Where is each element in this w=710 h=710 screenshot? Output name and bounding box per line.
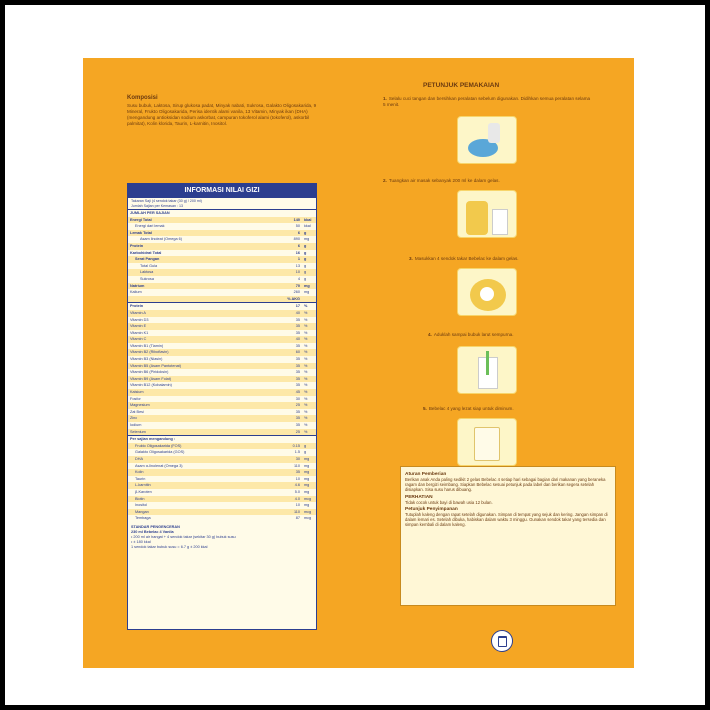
nutrient-value: 35 bbox=[280, 415, 302, 422]
nutrient-name: Vitamin B2 (Riboflavin) bbox=[128, 349, 280, 356]
nutrient-unit: g bbox=[304, 263, 307, 268]
serving-info bbox=[128, 198, 316, 210]
nutrient-unit: mg bbox=[304, 503, 310, 508]
nutrient-value: 140 bbox=[280, 217, 302, 224]
nutrition-row bbox=[128, 456, 316, 463]
nutrition-row bbox=[128, 210, 316, 217]
nutrient-value: 35 bbox=[295, 383, 300, 388]
nutrient-value: 30 bbox=[295, 396, 300, 401]
nutrient-name: Fosfor bbox=[130, 396, 141, 401]
nutrient-name: Kalsium bbox=[128, 389, 280, 396]
step-5 bbox=[423, 406, 633, 412]
nutrition-row bbox=[128, 415, 316, 422]
nutrient-value: 0.15 bbox=[280, 443, 302, 450]
usage-instructions-title: PETUNJUK PEMAKAIAN bbox=[423, 82, 500, 89]
nutrition-row bbox=[128, 489, 316, 496]
nutrient-value: 70 bbox=[280, 283, 302, 290]
step-1-illustration bbox=[457, 116, 517, 164]
nutrient-unit: % bbox=[302, 323, 316, 330]
nutrient-name: DHA bbox=[128, 456, 280, 463]
nutrient-name bbox=[128, 296, 280, 303]
nutrition-row bbox=[128, 323, 316, 330]
nutrient-name: Selenium bbox=[128, 429, 280, 436]
nutrient-unit bbox=[302, 210, 316, 217]
dilution-line-2: • ± 180 kkal bbox=[131, 539, 151, 544]
dilution-subtitle: 230 ml Bebelac 4 Vanila bbox=[131, 529, 174, 534]
nutrient-name: Vitamin D3 bbox=[130, 317, 149, 322]
nutrient-value: 6 bbox=[280, 230, 302, 237]
nutrition-row bbox=[128, 310, 316, 317]
nutrient-value: 25 bbox=[280, 429, 302, 436]
dilution-standard bbox=[128, 522, 316, 553]
nutrient-name: Zinc bbox=[128, 415, 280, 422]
step-number: 5. bbox=[423, 406, 427, 411]
nutrient-name: Taurin bbox=[135, 476, 146, 481]
nutrition-row bbox=[128, 283, 316, 290]
nutrition-row bbox=[128, 509, 316, 516]
nutrient-unit: % bbox=[302, 402, 316, 409]
nutrient-unit: % bbox=[304, 317, 308, 322]
step-3-illustration bbox=[457, 268, 517, 316]
servings-per-pack: Jumlah Sajian per Kemasan : 13 bbox=[131, 203, 183, 208]
nutrient-value: 40 bbox=[280, 336, 302, 343]
nutrient-unit: mg bbox=[304, 476, 310, 481]
step-3 bbox=[409, 256, 619, 262]
nutrient-unit: % bbox=[304, 370, 308, 375]
nutrient-unit: g bbox=[302, 230, 316, 237]
nutrition-row bbox=[128, 256, 316, 263]
nutrient-value: 35 bbox=[295, 409, 300, 414]
nutrient-value: 35 bbox=[295, 343, 300, 348]
nutrition-row bbox=[128, 476, 316, 483]
nutrition-row bbox=[128, 443, 316, 450]
step-number: 4. bbox=[428, 332, 432, 337]
nutrient-unit: g bbox=[302, 443, 316, 450]
nutrient-value: 890 bbox=[293, 237, 300, 242]
nutrition-row bbox=[128, 429, 316, 436]
nutrient-value: 260 bbox=[293, 290, 300, 295]
nutrient-name: Sukrosa bbox=[140, 276, 154, 281]
nutrient-value: 35 bbox=[295, 330, 300, 335]
nutrient-name: Natrium bbox=[128, 283, 280, 290]
nutrient-unit: % bbox=[304, 396, 308, 401]
step-4-illustration bbox=[457, 346, 517, 394]
nutrient-name: Zat Besi bbox=[130, 409, 144, 414]
nutrient-name: Vitamin B5 (Asam Pantotenat) bbox=[128, 363, 280, 370]
nutrient-value: 13 bbox=[295, 263, 300, 268]
nutrient-unit: mcg bbox=[302, 496, 316, 503]
step-1 bbox=[383, 96, 593, 107]
dilution-line-1: • 200 ml air hangat + 4 sendok takar (sekitar 30 g) bubuk susu bbox=[131, 534, 236, 539]
nutrient-name: Mangan bbox=[128, 509, 280, 516]
nutrient-value: 17 bbox=[280, 303, 302, 310]
nutrition-row bbox=[128, 289, 316, 296]
spoon-icon bbox=[486, 351, 489, 375]
nutrient-value: 35 bbox=[280, 469, 302, 476]
nutrient-name: Vitamin B3 (Niasin) bbox=[130, 357, 163, 362]
nutrition-row bbox=[128, 469, 316, 476]
nutrient-name: Protein bbox=[128, 243, 280, 250]
nutrient-value: 6 bbox=[280, 243, 302, 250]
step-number: 2. bbox=[383, 178, 387, 183]
nutrient-unit: mcg bbox=[302, 509, 316, 516]
nutrient-unit: mg bbox=[304, 290, 310, 295]
nutrition-row bbox=[128, 230, 316, 237]
trash-bin-icon bbox=[491, 630, 513, 652]
step-text: Tuangkan air masak sebanyak 200 ml ke dalam gelas. bbox=[388, 178, 500, 183]
nutrient-name: Per sajian mengandung : bbox=[128, 436, 280, 443]
nutrient-value bbox=[280, 436, 302, 443]
nutrient-value: 35 bbox=[295, 357, 300, 362]
nutrition-facts-table bbox=[127, 183, 317, 630]
nutrient-value: 25 bbox=[280, 402, 302, 409]
nutrient-value: 30 bbox=[280, 456, 302, 463]
nutrient-name: Energi dari lemak bbox=[135, 224, 165, 229]
nutrition-row bbox=[128, 402, 316, 409]
nutrient-unit: mg bbox=[302, 283, 316, 290]
nutrition-row bbox=[128, 356, 316, 363]
nutrition-row bbox=[128, 369, 316, 376]
nutrient-unit: % bbox=[302, 389, 316, 396]
step-5-illustration bbox=[457, 418, 517, 466]
nutrient-unit: mg bbox=[304, 463, 310, 468]
nutrient-name: JUMLAH PER SAJIAN bbox=[130, 211, 170, 215]
nutrient-unit: kkal bbox=[302, 217, 316, 224]
aturan-text: Berikan anak Anda paling sedikit 2 gelas Bebelac 4 setiap hari sebagai bagian dari makanan yang beraneka ragam dan bergizi seimbang. Siapkan Bebelac sesuai petunjuk pada label dan berikan segera setelah disiapkan. Sisa susu harus dibuang. bbox=[405, 477, 606, 493]
nutrition-row bbox=[128, 250, 316, 257]
step-4 bbox=[428, 332, 634, 338]
nutrient-value bbox=[280, 210, 302, 217]
nutrient-unit: g bbox=[302, 243, 316, 250]
nutrient-value: 87 bbox=[295, 516, 300, 521]
nutrient-name: Kalium bbox=[130, 290, 142, 295]
nutrient-unit: % bbox=[304, 357, 308, 362]
nutrient-value: 50 bbox=[295, 224, 300, 229]
nutrient-unit: % bbox=[304, 423, 308, 427]
nutrient-value: 110 bbox=[293, 463, 300, 468]
nutrition-row bbox=[128, 296, 316, 303]
penyimpanan-text: Tutuplah kaleng dengan rapat setelah digunakan. Simpan di tempat yang sejuk dan kering. Jangan simpan di dalam lemari es. Setelah dibuka, habiskan dalam waktu 3 minggu. Gunakan sendok takar yang tersedia dan simpan kembali di dalam kaleng. bbox=[405, 511, 608, 528]
nutrition-row bbox=[128, 336, 316, 343]
packaging-back-panel bbox=[83, 58, 634, 668]
nutrient-unit: % bbox=[302, 336, 316, 343]
nutrition-row bbox=[128, 317, 316, 324]
nutrient-value: 5.0 bbox=[294, 489, 300, 494]
nutrition-row bbox=[128, 217, 316, 224]
nutrient-name: Magnesium bbox=[128, 402, 280, 409]
nutrient-name: Galakto Oligosakarida (GOS) bbox=[135, 450, 185, 455]
nutrition-facts-title: INFORMASI NILAI GIZI bbox=[128, 184, 316, 198]
nutrition-row bbox=[128, 382, 316, 389]
perhatian-title: PERHATIAN bbox=[405, 494, 433, 500]
info-box bbox=[400, 466, 616, 606]
nutrient-value: 35 bbox=[295, 423, 300, 427]
nutrition-row bbox=[128, 409, 316, 416]
nutrient-name: Vitamin B9 (Asam Folat) bbox=[128, 376, 280, 383]
nutrient-value: 16 bbox=[295, 250, 300, 255]
nutrient-name: Biotin bbox=[128, 496, 280, 503]
dilution-line-3: 1 sendok takar bubuk susu = 6.7 g ± 200 kkal bbox=[131, 544, 208, 549]
nutrient-value: 1 bbox=[280, 256, 302, 263]
nutrition-rows bbox=[128, 210, 316, 522]
nutrition-row bbox=[128, 303, 316, 310]
nutrition-row bbox=[128, 449, 316, 456]
nutrient-value: 4 bbox=[297, 276, 300, 281]
aturan-title: Aturan Pemberian bbox=[405, 472, 447, 477]
nutrient-unit: % bbox=[304, 343, 308, 348]
nutrient-value: 110 bbox=[280, 509, 302, 516]
trash-can-shape bbox=[498, 636, 507, 647]
nutrient-name: Serat Pangan bbox=[128, 256, 280, 263]
nutrient-unit: % bbox=[304, 330, 308, 335]
nutrient-unit: % bbox=[304, 383, 308, 388]
nutrient-unit bbox=[302, 436, 316, 443]
image-frame bbox=[5, 5, 705, 705]
nutrition-row bbox=[128, 396, 316, 403]
nutrient-unit: % bbox=[302, 363, 316, 370]
nutrition-row bbox=[128, 223, 316, 230]
step-text: Aduklah sampai bubuk larut sempurna. bbox=[433, 332, 514, 337]
nutrient-unit: g bbox=[302, 256, 316, 263]
nutrient-unit: g bbox=[302, 269, 316, 276]
nutrition-row bbox=[128, 389, 316, 396]
step-text: Masukkan 4 sendok takar Bebelac ke dalam gelas. bbox=[414, 256, 519, 261]
perhatian-text: Tidak cocok untuk bayi di bawah usia 12 bulan. bbox=[405, 499, 493, 505]
nutrient-name: Vitamin B6 (Piridoksin) bbox=[130, 370, 169, 375]
nutrient-value: 1.5 bbox=[294, 450, 300, 455]
nutrient-unit: % bbox=[304, 409, 308, 414]
nutrient-name: L-karnitin bbox=[128, 482, 280, 489]
nutrition-row bbox=[128, 482, 316, 489]
nutrition-row bbox=[128, 502, 316, 509]
nutrient-unit: % bbox=[302, 349, 316, 356]
nutrient-unit: g bbox=[304, 450, 307, 455]
step-2 bbox=[383, 178, 593, 184]
nutrient-name: Inositol bbox=[135, 503, 148, 508]
nutrition-row bbox=[128, 330, 316, 337]
nutrient-unit: mg bbox=[304, 237, 310, 242]
nutrient-name: Total Gula bbox=[140, 263, 158, 268]
nutrient-unit: % bbox=[302, 415, 316, 422]
nutrient-value: 35 bbox=[295, 370, 300, 375]
dilution-title: STANDAR PENGENCERAN bbox=[131, 524, 180, 529]
nutrient-name: Lemak Total bbox=[128, 230, 280, 237]
nutrient-unit: mcg bbox=[304, 516, 312, 521]
nutrient-name: Kolin bbox=[128, 469, 280, 476]
nutrition-row bbox=[128, 463, 316, 470]
nutrient-unit bbox=[302, 296, 316, 303]
step-text: Selalu cuci tangan dan bersihkan peralatan sebelum digunakan. Didihkan semua peralatan selama 5 menit. bbox=[383, 96, 591, 107]
step-number: 1. bbox=[383, 96, 387, 101]
nutrient-name: Karbohidrat Total bbox=[130, 250, 162, 255]
nutrient-unit: mg bbox=[302, 469, 316, 476]
nutrient-unit: % bbox=[302, 303, 316, 310]
nutrient-value: 35 bbox=[280, 376, 302, 383]
nutrient-unit: mg bbox=[302, 482, 316, 489]
nutrient-value: 10 bbox=[295, 476, 300, 481]
nutrient-unit: g bbox=[304, 250, 307, 255]
nutrient-value: 35 bbox=[280, 363, 302, 370]
nutrient-value: 40 bbox=[280, 310, 302, 317]
nutrient-name: Vitamin C bbox=[128, 336, 280, 343]
milk-glass-icon bbox=[474, 427, 500, 461]
step-2-illustration bbox=[457, 190, 517, 238]
nutrient-value: 10 bbox=[280, 269, 302, 276]
nutrient-unit: % bbox=[302, 429, 316, 436]
nutrition-row bbox=[128, 276, 316, 283]
nutrient-name: Tembaga bbox=[135, 516, 151, 521]
nutrition-row bbox=[128, 436, 316, 443]
nutrient-name: Energi Total bbox=[128, 217, 280, 224]
nutrient-name: Laktosa bbox=[128, 269, 280, 276]
nutrient-unit: % bbox=[302, 310, 316, 317]
nutrition-row bbox=[128, 236, 316, 243]
glass-icon bbox=[492, 209, 508, 235]
nutrient-unit: mg bbox=[302, 456, 316, 463]
nutrient-value: 4.6 bbox=[280, 482, 302, 489]
nutrition-row bbox=[128, 263, 316, 270]
nutrient-value: 10 bbox=[295, 503, 300, 508]
nutrient-value: 60 bbox=[280, 349, 302, 356]
nutrient-name: Asam linoleat (Omega 6) bbox=[140, 237, 182, 242]
nutrition-row bbox=[128, 343, 316, 350]
komposisi-title: Komposisi bbox=[127, 95, 158, 101]
nutrition-row bbox=[128, 269, 316, 276]
nutrient-name: Protein bbox=[128, 303, 280, 310]
scoop-icon bbox=[480, 287, 494, 301]
nutrient-value: 35 bbox=[295, 317, 300, 322]
nutrient-value: 45 bbox=[280, 389, 302, 396]
nutrient-unit: mg bbox=[304, 489, 310, 494]
nutrition-row bbox=[128, 376, 316, 383]
nutrient-name: Asam α-linolenat (Omega 3) bbox=[135, 463, 183, 468]
bottle-icon bbox=[488, 123, 500, 143]
nutrition-row bbox=[128, 363, 316, 370]
nutrient-unit: g bbox=[304, 276, 307, 281]
nutrient-name: β-Karoten bbox=[135, 489, 152, 494]
nutrient-name: Vitamin B1 (Tiamin) bbox=[130, 343, 164, 348]
nutrient-value: 35 bbox=[280, 323, 302, 330]
nutrient-value: 4.0 bbox=[280, 496, 302, 503]
nutrient-unit: kkal bbox=[304, 224, 311, 229]
nutrient-name: Vitamin A bbox=[128, 310, 280, 317]
kettle-icon bbox=[466, 201, 488, 235]
komposisi-text: Susu bubuk, Laktosa, Sirup glukosa padat, Minyak nabati, Sukrosa, Galakto Oligosakarida, 9 Mineral, Frukto Oligosakarida, Perisa identik alami vanila, 13 Vitamin, Minyak ikan (DHA) (mengandung antioksidan sodium askorbat, campuran tokoferol alami (tokoferol), askorbil palmitat), Kolin klorida, Taurin, L-karnitin, Inositol. bbox=[127, 103, 317, 127]
step-text: Bebelac 4 yang lezat siap untuk diminum. bbox=[428, 406, 514, 411]
nutrient-name: Vitamin K1 bbox=[130, 330, 149, 335]
nutrition-row bbox=[128, 496, 316, 503]
nutrient-name: Iodium bbox=[130, 423, 142, 427]
nutrition-row bbox=[128, 515, 316, 522]
nutrient-name: Vitamin E bbox=[128, 323, 280, 330]
nutrient-unit: % bbox=[302, 376, 316, 383]
penyimpanan-title: Petunjuk Penyimpanan bbox=[405, 506, 458, 512]
nutrition-row bbox=[128, 422, 316, 429]
nutrition-row bbox=[128, 349, 316, 356]
step-number: 3. bbox=[409, 256, 413, 261]
nutrient-value: % AKG bbox=[280, 296, 302, 303]
nutrient-name: Vitamin B12 (Kobalamin) bbox=[130, 383, 172, 388]
nutrition-row bbox=[128, 243, 316, 250]
serving-size: Takaran Saji (4 sendok takar (30 g) / 200 ml) bbox=[131, 199, 202, 203]
nutrient-name: Frukto Oligosakarida (FOS) bbox=[128, 443, 280, 450]
